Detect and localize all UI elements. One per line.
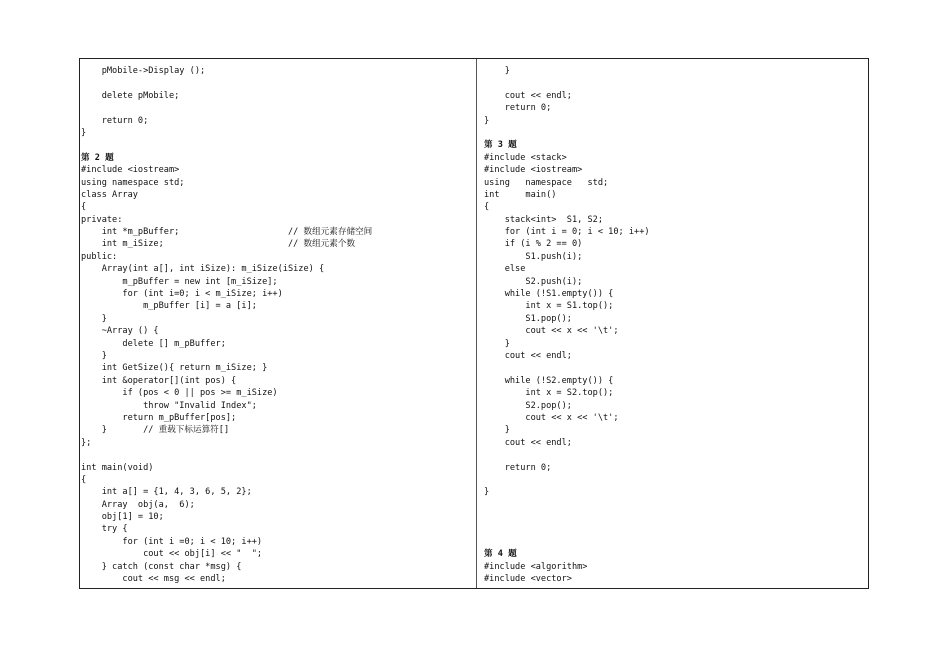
code-line <box>484 474 864 486</box>
code-line: } <box>81 313 107 324</box>
code-line: int &operator[](int pos) { <box>81 375 237 386</box>
code-line: } catch (const char *msg) { <box>81 561 242 572</box>
code-line <box>484 536 864 548</box>
code-line: S1.pop(); <box>484 313 572 324</box>
code-line <box>81 102 471 114</box>
code-line: int m_iSize; // 数组元素个数 <box>81 239 356 250</box>
code-line: } <box>81 127 87 138</box>
code-line: private: <box>81 214 123 225</box>
code-line: while (!S1.empty()) { <box>484 289 614 300</box>
code-line: cout << x << '\t'; <box>484 326 619 337</box>
code-line: return m_pBuffer[pos]; <box>81 412 237 423</box>
code-line: for (int i =0; i < 10; i++) <box>81 536 263 547</box>
code-line <box>81 139 471 151</box>
code-line: return 0; <box>484 462 552 473</box>
code-line: return 0; <box>81 115 149 126</box>
code-line: obj[1] = 10; <box>81 512 164 523</box>
code-line: } <box>484 66 510 76</box>
left-code-column <box>81 65 471 585</box>
code-line: for (int i = 0; i < 10; i++) <box>484 227 650 238</box>
code-line: delete [] m_pBuffer; <box>81 338 226 349</box>
code-line: else <box>484 264 526 275</box>
code-line: S2.pop(); <box>484 400 572 411</box>
code-line <box>484 77 864 89</box>
code-line: } <box>484 115 490 126</box>
code-line: #include <iostream> <box>484 165 583 176</box>
code-line: m_pBuffer [i] = a [i]; <box>81 301 257 312</box>
code-line: #include <algorithm> <box>484 561 588 572</box>
code-line: S2.push(i); <box>484 276 583 287</box>
code-line: Array(int a[], int iSize): m_iSize(iSize) { <box>81 264 325 275</box>
code-line: cout << endl; <box>484 90 572 101</box>
code-line: int x = S2.top(); <box>484 388 614 399</box>
code-line: } <box>484 338 510 349</box>
code-line: int main(void) <box>81 462 154 473</box>
code-line <box>484 362 864 374</box>
code-line: int main() <box>484 189 557 200</box>
code-line: using namespace std; <box>484 177 609 188</box>
code-line: if (pos < 0 || pos >= m_iSize) <box>81 388 278 399</box>
code-line: }; <box>81 437 92 448</box>
code-line: { <box>484 202 490 213</box>
code-line: int a[] = {1, 4, 3, 6, 5, 2}; <box>81 487 252 498</box>
code-line: using namespace std; <box>81 177 185 188</box>
code-line: m_pBuffer = new int [m_iSize]; <box>81 276 278 287</box>
code-line: S1.push(i); <box>484 251 583 262</box>
code-line: #include <stack> <box>484 152 567 163</box>
code-line: Array obj(a, 6); <box>81 499 195 510</box>
code-line: for (int i=0; i < m_iSize; i++) <box>81 289 283 300</box>
code-line: } // 重载下标运算符[] <box>81 425 230 436</box>
code-line: while (!S2.empty()) { <box>484 375 614 386</box>
code-line: } <box>81 350 107 361</box>
code-line: class Array <box>81 189 138 200</box>
document-frame <box>79 58 869 589</box>
column-divider <box>476 59 477 588</box>
code-line: } <box>484 487 490 498</box>
code-line: stack<int> S1, S2; <box>484 214 603 225</box>
code-line: delete pMobile; <box>81 90 180 101</box>
question-heading: 第 4 题 <box>484 549 517 560</box>
code-line: } <box>484 425 510 436</box>
code-line: { <box>81 202 87 213</box>
code-line: int GetSize(){ return m_iSize; } <box>81 363 268 374</box>
code-line: cout << endl; <box>484 350 572 361</box>
code-line <box>484 449 864 461</box>
code-line: public: <box>81 251 118 262</box>
code-line <box>484 127 864 139</box>
code-line <box>484 511 864 523</box>
code-line: try { <box>81 524 128 535</box>
code-line: #include <iostream> <box>81 165 180 176</box>
code-line: { <box>81 474 87 485</box>
code-line: ~Array () { <box>81 326 159 337</box>
code-line: #include <vector> <box>484 574 572 585</box>
question-heading: 第 3 题 <box>484 140 517 151</box>
code-line: cout << x << '\t'; <box>484 412 619 423</box>
code-line: cout << endl; <box>484 437 572 448</box>
code-line: if (i % 2 == 0) <box>484 239 583 250</box>
code-line: int x = S1.top(); <box>484 301 614 312</box>
code-line <box>81 77 471 89</box>
code-line: cout << obj[i] << " "; <box>81 549 263 560</box>
code-line <box>81 449 471 461</box>
code-line: pMobile->Display (); <box>81 66 206 76</box>
code-line: return 0; <box>484 103 552 114</box>
code-line <box>484 499 864 511</box>
code-line: cout << msg << endl; <box>81 574 226 585</box>
code-line: throw "Invalid Index"; <box>81 400 257 411</box>
code-line <box>484 523 864 535</box>
right-code-column <box>484 65 864 585</box>
question-heading: 第 2 题 <box>81 152 114 163</box>
code-line: int *m_pBuffer; // 数组元素存储空间 <box>81 227 373 238</box>
